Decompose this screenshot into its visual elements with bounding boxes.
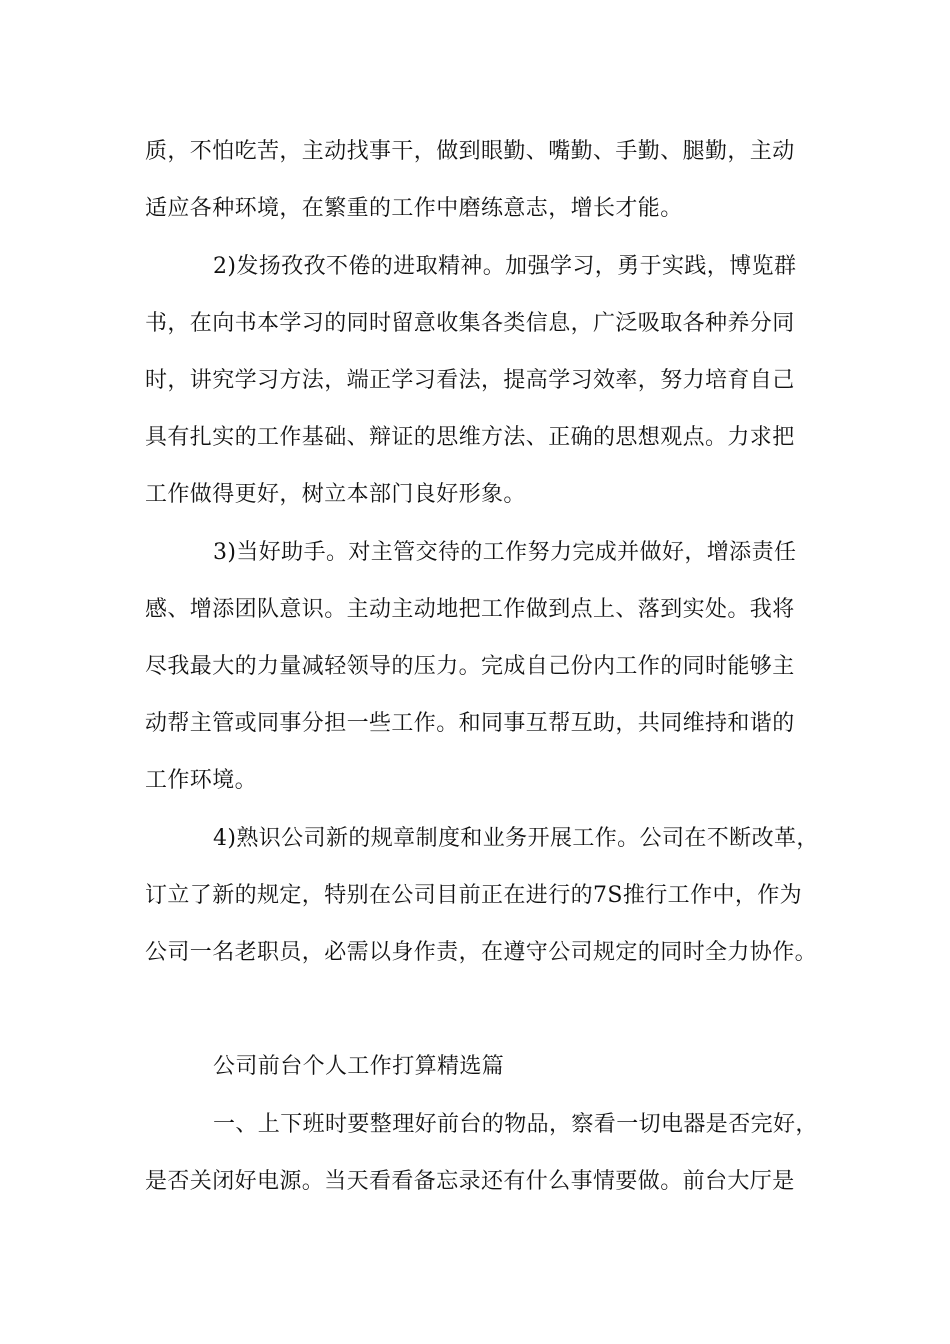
paragraph-4-start: 4)熟识公司新的规章制度和业务开展工作。公司在不断改革，	[213, 826, 819, 851]
text-line: 是否关闭好电源。当天看看备忘录还有什么事情要做。前台大厅是	[145, 1169, 795, 1194]
paragraph-2-start: 2)发扬孜孜不倦的进取精神。加强学习，勇于实践，博览群	[213, 254, 797, 279]
text-line: 质，不怕吃苦，主动找事干，做到眼勤、嘴勤、手勤、腿勤，主动	[145, 139, 795, 164]
text-line: 工作做得更好，树立本部门良好形象。	[145, 482, 526, 507]
text-line: 时，讲究学习方法，端正学习看法，提高学习效率，努力培育自己	[145, 368, 795, 393]
paragraph-5-start: 一、上下班时要整理好前台的物品，察看一切电器是否完好，	[213, 1112, 818, 1137]
section-title: 公司前台个人工作打算精选篇	[213, 1054, 505, 1079]
text-line: 订立了新的规定，特别在公司目前正在进行的7S推行工作中，作为	[145, 883, 803, 908]
text-line: 工作环境。	[145, 768, 258, 793]
text-line: 适应各种环境，在繁重的工作中磨练意志，增长才能。	[145, 196, 683, 221]
text-line: 公司一名老职员，必需以身作责，在遵守公司规定的同时全力协作。	[145, 940, 818, 965]
text-line: 书，在向书本学习的同时留意收集各类信息，广泛吸取各种养分同	[145, 311, 795, 336]
text-line: 感、增添团队意识。主动主动地把工作做到点上、落到实处。我将	[145, 597, 795, 622]
paragraph-3-start: 3)当好助手。对主管交待的工作努力完成并做好，增添责任	[213, 540, 797, 565]
text-line: 动帮主管或同事分担一些工作。和同事互帮互助，共同维持和谐的	[145, 711, 795, 736]
text-line: 具有扎实的工作基础、辩证的思维方法、正确的思想观点。力求把	[145, 425, 795, 450]
text-line: 尽我最大的力量减轻领导的压力。完成自己份内工作的同时能够主	[145, 654, 795, 679]
